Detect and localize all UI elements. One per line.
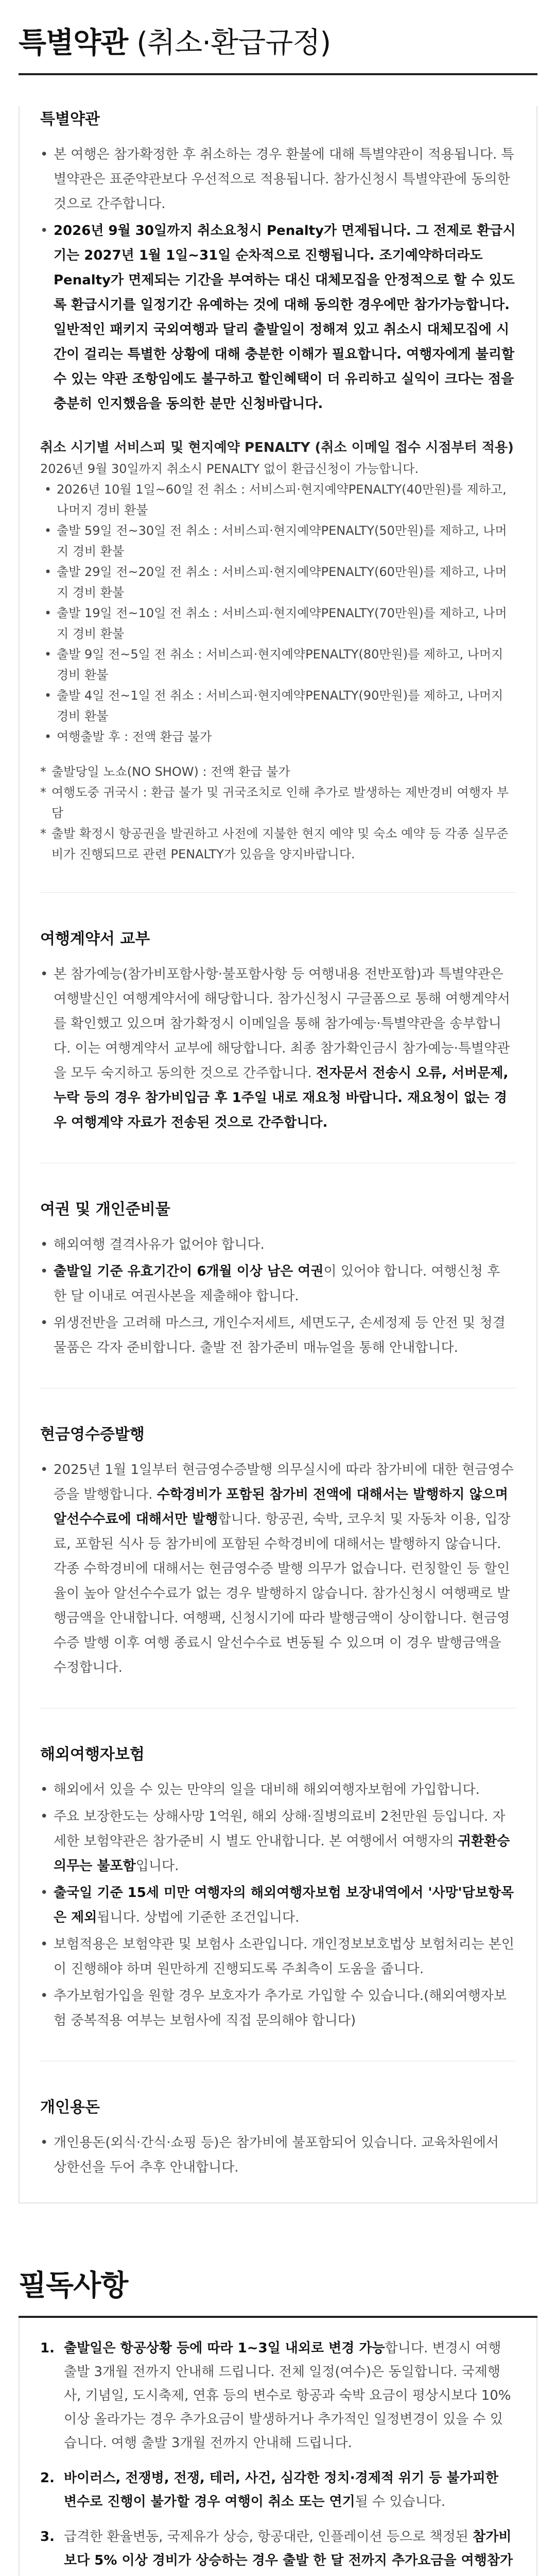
receipt-list (40, 1458, 516, 1680)
page-title (19, 23, 537, 64)
list-item (40, 1259, 516, 1309)
item-text: 될 수 있습니다. (355, 2494, 446, 2510)
special-terms-box (19, 106, 537, 2204)
item-bold-text: 참가비보다 5% 이상 경비가 상승하는 경우 출발 한 달 전까지 추가요금을 여행참가 (64, 2529, 513, 2568)
item-text: 추가보험가입을 원할 경우 보호자가 추가로 가입할 수 있습니다.(해외여행자보험 중복적용 여부는 보험사에 직접 문의해야 합니다) (54, 1988, 507, 2028)
penalty-row: • 여행출발 후 : 전액 환급 불가 (44, 726, 516, 747)
list-item (40, 142, 516, 216)
must-read-item (40, 2525, 516, 2576)
item-text: 해외에서 있을 수 있는 만약의 일을 대비해 해외여행자보험에 가입합니다. (54, 1782, 480, 1798)
allowance-list (40, 2130, 516, 2180)
list-item (40, 2130, 516, 2180)
title-divider (19, 73, 537, 75)
list-item (40, 1311, 516, 1360)
item-text: 2025년 1월 1일부터 현금영수증발행 의무실시에 따라 참가비에 대한 현금영수증을 발행합니다. (54, 1462, 514, 1502)
section-heading: 현금영수증발행 (40, 1426, 145, 1444)
list-item (40, 962, 516, 1135)
item-text: 개인용돈(외식·간식·쇼핑 등)은 참가비에 불포함되어 있습니다. 교육차원에서 상한선을 두어 추후 안내합니다. (54, 2135, 499, 2175)
item-text: 입니다. (135, 1858, 179, 1874)
item-bold-text: 수학경비가 포함된 참가비 전액에 대해서는 발행하지 않으며 알선수수료에 대해서만 발행 (54, 1487, 508, 1527)
penalty-note: * 출발당일 노쇼(NO SHOW) : 전액 환급 불가 (40, 761, 516, 782)
item-bold-text: 전자문서 전송시 오류, 서버문제, 누락 등의 경우 참가비입금 후 1주일 내로 재요청 바랍니다. 재요청이 없는 경우 여행계약 자료가 전송된 것으로 간주합니다. (54, 1065, 509, 1130)
spacer (0, 2204, 556, 2265)
item-text: 이 있어야 합니다. 여행신청 후 한 달 이내로 여권사본을 제출해야 합니다. (54, 1264, 500, 1304)
item-bold-text: 바이러스, 전쟁병, 전쟁, 테러, 사건, 심각한 정치·경제적 위기 등 불가피한 변수로 진행이 불가할 경우 여행이 취소 또는 연기 (64, 2470, 498, 2510)
penalty-row: • 출발 9일 전~5일 전 취소 : 서비스피·현지예약PENALTY(80만원)를 제하고, 나머지 경비 환불 (44, 644, 516, 685)
item-text: 해외여행 결격사유가 없어야 합니다. (54, 1237, 265, 1252)
item-number: 2. (40, 2470, 55, 2486)
item-text: 됩니다. 상법에 기준한 조건입니다. (97, 1910, 300, 1925)
title-area (0, 0, 556, 75)
allowance-section (20, 2094, 536, 2180)
item-text: 본 참가예능(참가비포함사항·불포함사항 등 여행내용 전반포함)과 특별약관은 여행발신인 여행계약서에 해당합니다. 참가신청시 구글폼으로 통해 여행계약서를 확인했고 있으며 참가확정시 이메일을 통해 참가예능·특별약관을 송부합니다. 이는 여행계약서 교부에 해당합니다. 최종 참가확인금시 참가예능·특별약관을 모두 숙지하고 동의한 것으로 간주합니다. (54, 967, 510, 1081)
special-section (20, 106, 536, 893)
penalty-heading: 취소 시기별 서비스피 및 현지예약 PENALTY (취소 이메일 접수 시점부터 적용) (40, 440, 514, 455)
title-paren: (취소·환급규정) (128, 26, 331, 60)
receipt-section (20, 1421, 536, 1708)
item-bold-text: 출국일 기준 15세 미만 여행자의 해외여행자보험 보장내역에서 '사망'담보항목은 제외 (54, 1885, 514, 1925)
section-heading: 여행계약서 교부 (40, 930, 150, 948)
item-text: 합니다. 항공권, 숙박, 코우치 및 자동차 이용, 입장료, 포함된 식사 등 참가비에 포함된 수학경비에 대해서는 발행하지 않습니다. 각종 수학경비에 대해서는 현금영수증 발행 의무가 없습니다. 런칭할인 등 할인율이 높아 알선수수료가 없는 경우 발행하지 않습니다. 참가신청시 여행팩로 발행금액을 안내합니다. 여행팩, 신청시기에 따라 발행금액이 상이합니다. 현금영수증 발행 이후 여행 종료시 알선수수료 변동될 수 있으며 이 경우 발행금액을 수정합니다. (54, 1512, 511, 1675)
item-number: 3. (40, 2529, 55, 2545)
list-item (40, 1777, 516, 1802)
must-read-title: 필독사항 (19, 2269, 128, 2302)
section-heading: 특별약관 (40, 110, 100, 128)
insurance-section (20, 1741, 536, 2061)
penalty-intro: 2026년 9월 30일까지 취소시 PENALTY 없이 환급신청이 가능합니다. (40, 462, 419, 476)
penalty-note: * 출발 확정시 항공권을 발권하고 사전에 지불한 현지 예약 및 숙소 예약 등 각종 실무준비가 진행되므로 관련 PENALTY가 있음을 양지바랍니다. (40, 823, 516, 865)
penalty-row: • 출발 59일 전~30일 전 취소 : 서비스피·현지예약PENALTY(50만원)를 제하고, 나머지 경비 환불 (44, 520, 516, 562)
penalty-row: • 2026년 10월 1일~60일 전 취소 : 서비스피·현지예약PENALTY(40만원)를 제하고, 나머지 경비 환불 (44, 479, 516, 520)
penalty-notes (40, 761, 516, 865)
item-text: 보험적용은 보험약관 및 보험사 소관입니다. 개인정보보호법상 보험처리는 본인이 진행해야 하며 원만하게 진행되도록 주최측이 도움을 줍니다. (54, 1937, 514, 1977)
title-main: 특별약관 (19, 26, 128, 60)
item-text: 합니다. 변경시 여행 출발 3개월 전까지 안내해 드립니다. 전체 일정(여수)은 동일합니다. 국제행사, 기념일, 도시축제, 연휴 등의 변수로 항공과 숙박 요금이 평상시보다 10% 이상 올라가는 경우 추가요금이 발생하거나 추가적인 일정변경이 있을 수 있습니다. 여행 출발 3개월 전까지 안내해 드립니다. (64, 2341, 511, 2451)
passport-list (40, 1232, 516, 1360)
must-read-box (19, 2318, 537, 2576)
item-bold-text: 2026년 9월 30일까지 취소요청시 Penalty가 면제됩니다. 그 전제로 환급시기는 2027년 1월 1일~31일 순차적으로 진행됩니다. 조기예약하더라도 Penalty가 면제되는 기간을 부여하는 대신 대체모집을 안정적으로 할 수 있도록 환급시기를 일정기간 유예하는 것에 대해 동의한 경우에만 참가가능합니다. 일반적인 패키지 국외여행과 달리 출발일이 정해져 있고 취소시 대체모집에 시간이 걸리는 특별한 상황에 대해 충분한 이해가 필요합니다. 여행자에게 불리할 수 있는 약관 조항임에도 불구하고 할인혜택이 더 유리하고 실익이 크다는 점을 충분히 인지했음을 동의한 분만 신청바랍니다. (54, 223, 516, 412)
contract-list (40, 962, 516, 1135)
list-item (40, 1458, 516, 1680)
must-read-list (40, 2336, 516, 2576)
item-bold-text: 귀환환승의무는 불포함 (54, 1834, 510, 1874)
insurance-list (40, 1777, 516, 2033)
list-item (40, 1932, 516, 1981)
item-text: 본 여행은 참가확정한 후 취소하는 경우 환불에 대해 특별약관이 적용됩니다. 특별약관은 표준약관보다 우선적으로 적용됩니다. 참가신청시 특별약관에 동의한 것으로 간주합니다. (54, 147, 514, 212)
penalty-list (40, 479, 516, 747)
item-text: 급격한 환율변동, 국제유가 상승, 항공대란, 인플레이션 등으로 책정된 (64, 2529, 473, 2545)
section-heading: 여권 및 개인준비물 (40, 1200, 170, 1218)
section-heading: 해외여행자보험 (40, 1745, 145, 1764)
list-item (40, 1984, 516, 2033)
item-text: 위생전반을 고려해 마스크, 개인수저세트, 세면도구, 손세정제 등 안전 및 청결물품은 각자 준비합니다. 출발 전 참가준비 매뉴얼을 통해 안내합니다. (54, 1315, 506, 1355)
special-list (40, 142, 516, 416)
must-read-item (40, 2466, 516, 2514)
list-item (40, 1804, 516, 1878)
section-heading: 개인용돈 (40, 2098, 100, 2116)
penalty-row: • 출발 29일 전~20일 전 취소 : 서비스피·현지예약PENALTY(60만원)를 제하고, 나머지 경비 환불 (44, 562, 516, 603)
penalty-row: • 출발 4일 전~1일 전 취소 : 서비스피·현지예약PENALTY(90만원)를 제하고, 나머지 경비 환불 (44, 685, 516, 726)
must-read-item (40, 2336, 516, 2455)
list-item (40, 218, 516, 416)
contract-section (20, 926, 536, 1163)
list-item (40, 1232, 516, 1257)
divider (40, 892, 516, 893)
item-bold-text: 출발일은 항공상황 등에 따라 1~3일 내외로 변경 가능 (64, 2341, 385, 2356)
penalty-row: • 출발 19일 전~10일 전 취소 : 서비스피·현지예약PENALTY(70만원)를 제하고, 나머지 경비 환불 (44, 603, 516, 644)
item-number: 1. (40, 2341, 55, 2356)
item-bold-text: 출발일 기준 유효기간이 6개월 이상 남은 여권 (54, 1264, 324, 1279)
list-item (40, 1880, 516, 1930)
passport-section (20, 1196, 536, 1388)
penalty-note: * 여행도중 귀국시 : 환급 불가 및 귀국조치로 인해 추가로 발생하는 제반경비 여행자 부담 (40, 782, 516, 823)
item-text: 주요 보장한도는 상해사망 1억원, 해외 상해·질병의료비 2천만원 등입니다. 자세한 보험약관은 참가준비 시 별도 안내합니다. 본 여행에서 여행자의 (54, 1809, 506, 1849)
